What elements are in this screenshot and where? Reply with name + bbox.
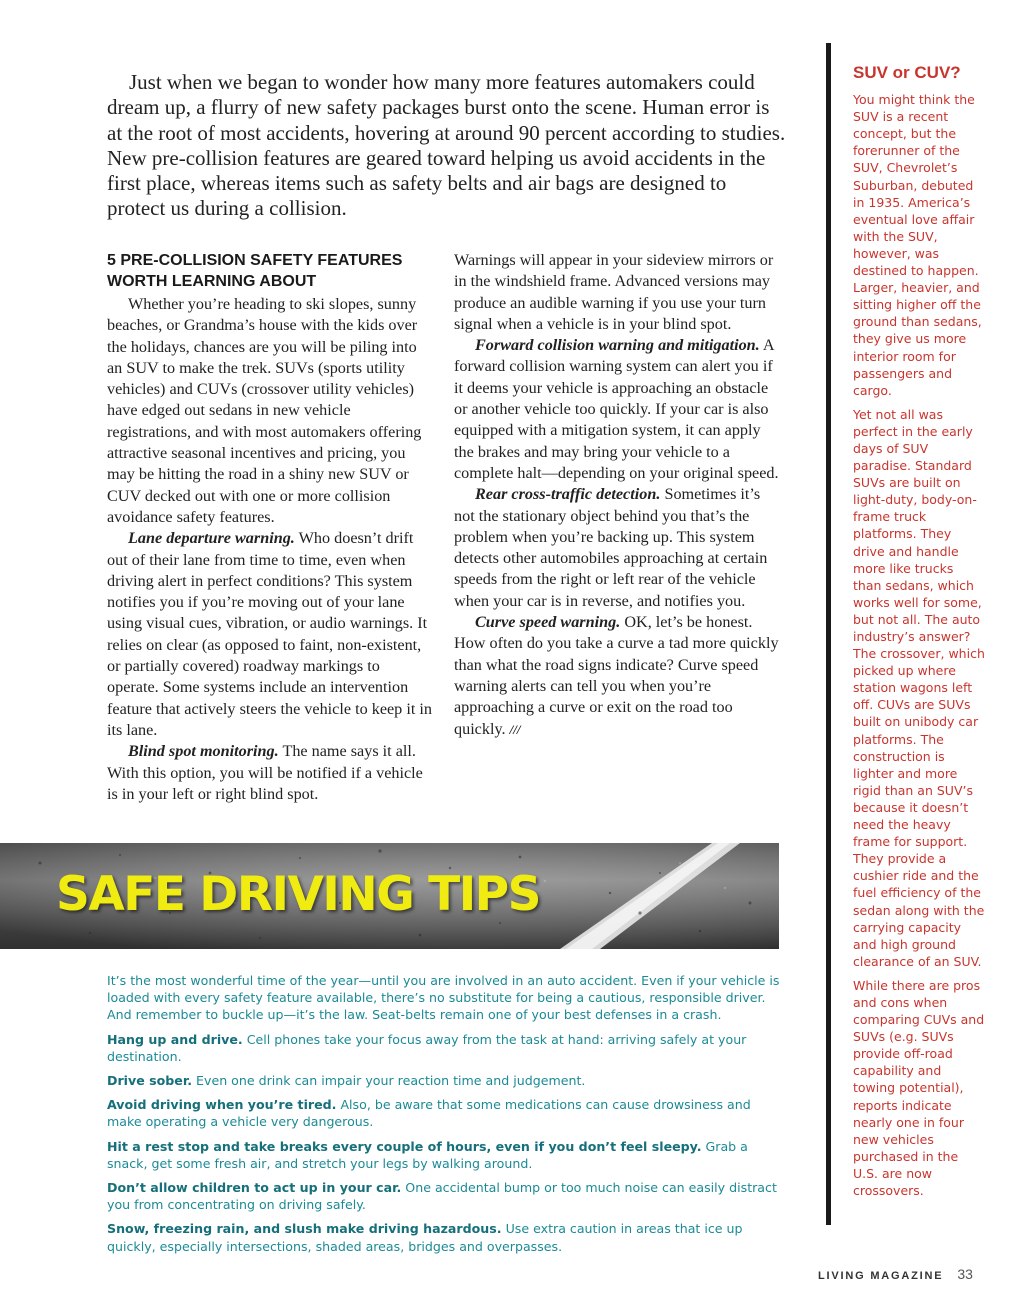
- sidebar-paragraph-2: Yet not all was perfect in the early days of SUV paradise. Standard SUVs are built on light-duty, body-on-frame truck platforms. They drive and handle more like trucks than sedans, which works well for some, but not all. The auto industry’s answer? The crossover, which picked up where station wagons left off. CUVs are SUVs built on unibody car platforms. The construction is lighter and more rigid than an SUV’s because it doesn’t need the heavy frame for support. They provide a cushier ride and the fuel efficiency of the sedan along with the carrying capacity and high ground clearance of an SUV.: [853, 406, 985, 969]
- forward-collision-paragraph: [454, 335, 779, 484]
- lane-departure-lead: Lane departure warning.: [128, 529, 295, 548]
- article-column-right: [454, 250, 779, 740]
- tip-lead: Drive sober.: [107, 1073, 193, 1089]
- sidebar-divider: [826, 43, 831, 1225]
- tip-text: Also, be aware that some medications can cause drowsiness and make operating a vehicle very dangerous.: [107, 1097, 751, 1130]
- page-footer: [818, 1266, 973, 1284]
- lane-departure-text: Who doesn’t drift out of their lane from time to time, even when driving alert in perfect conditions? This system notifies you if you’re moving out of your lane using visual cues, vibration, or audio warnings. It relies on clear (as opposed to faint, non-existent, or partially covered) roadway markings to operate. Some systems include an intervention feature that actively steers the vehicle to keep it in its lane.: [107, 529, 432, 739]
- tip-lead: Don’t allow children to act up in your car.: [107, 1180, 402, 1196]
- tip-item: [107, 1220, 787, 1254]
- page-number: 33: [957, 1266, 973, 1282]
- article-column-left: [107, 250, 432, 805]
- intro-paragraph: Just when we began to wonder how many more features automakers could dream up, a flurry of new safety packages burst onto the scene. Human error is at the root of most accidents, hovering at around 90 percent according to studies. New pre-collision features are geared toward helping us avoid accidents in the first place, whereas items such as safety belts and air bags are designed to protect us during a collision.: [107, 70, 786, 221]
- tip-text: Cell phones take your focus away from the task at hand: arriving safely at your destination.: [107, 1031, 747, 1064]
- tip-text: Use extra caution in areas that ice up quickly, especially intersections, shaded areas, bridges and overpasses.: [107, 1221, 743, 1254]
- banner-title: SAFE DRIVING TIPS: [56, 867, 540, 922]
- tip-text: Grab a snack, get some fresh air, and stretch your legs by walking around.: [107, 1138, 748, 1171]
- rear-cross-traffic-text: Sometimes it’s not the stationary object behind you that’s the problem when you’re backing up. This system detects other automobiles approaching at certain speeds from the right or left rear of the vehicle when your car is in reverse, and notifies you.: [454, 485, 768, 610]
- tips-intro: It’s the most wonderful time of the year—until you are involved in an auto accident. Even if your vehicle is loaded with every safety feature available, there’s no substitute for being a cautious, responsible driver. And remember to buckle up—it’s the law. Seat-belts remain one of your best defenses in a crash.: [107, 973, 780, 1023]
- tip-lead: Hit a rest stop and take breaks every couple of hours, even if you don’t feel sleepy.: [107, 1138, 702, 1154]
- safe-driving-banner: [0, 843, 779, 949]
- tip-item: [107, 1179, 787, 1213]
- tip-lead: Avoid driving when you’re tired.: [107, 1097, 337, 1113]
- tip-lead: Hang up and drive.: [107, 1031, 243, 1047]
- sidebar-title: SUV or CUV?: [853, 63, 961, 82]
- tip-item: [107, 1096, 787, 1130]
- lane-departure-paragraph: [107, 528, 432, 741]
- curve-speed-paragraph: [454, 612, 779, 740]
- tips-section: [107, 972, 787, 1262]
- sidebar-paragraph-3: While there are pros and cons when comparing CUVs and SUVs (e.g. SUVs provide off-road capability and towing potential), reports indicate nearly one in four new vehicles purchased in the U.S. are now crossovers.: [853, 977, 985, 1198]
- forward-collision-lead: Forward collision warning and mitigation.: [475, 336, 760, 355]
- rear-cross-traffic-lead: Rear cross-traffic detection.: [475, 485, 661, 504]
- article-heading: 5 PRE-COLLISION SAFETY FEATURES WORTH LEARNING ABOUT: [107, 252, 403, 290]
- tip-item: [107, 1138, 787, 1172]
- article-paragraph: Whether you’re heading to ski slopes, sunny beaches, or Grandma’s house with the kids over the holidays, chances are you will be piling into an SUV to make the trek. SUVs (sports utility vehicles) and CUVs (crossover utility vehicles) have edged out sedans in new vehicle registrations, and with most automakers offering attractive seasonal incentives and pricing, you may be hitting the road in a shiny new SUV or CUV decked out with one or more collision avoidance safety features.: [107, 295, 422, 526]
- rear-cross-traffic-paragraph: [454, 484, 779, 612]
- tip-lead: Snow, freezing rain, and slush make driving hazardous.: [107, 1221, 502, 1237]
- curve-speed-lead: Curve speed warning.: [475, 613, 621, 632]
- blind-spot-paragraph: [107, 741, 432, 805]
- tip-text: One accidental bump or too much noise can easily distract you from concentrating on driving safely.: [107, 1180, 777, 1213]
- magazine-name: LIVING MAGAZINE: [818, 1270, 944, 1282]
- tip-item: [107, 1031, 787, 1065]
- curve-speed-text: OK, let’s be honest. How often do you take a curve a tad more quickly than what the road signs indicate? Curve speed warning alerts can tell you when you’re approaching a curve or exit on the road too quickly.: [454, 613, 779, 738]
- tip-item: [107, 1072, 787, 1089]
- blind-spot-lead: Blind spot monitoring.: [128, 742, 279, 761]
- blind-spot-continued: Warnings will appear in your sideview mirrors or in the windshield frame. Advanced versions may produce an audible warning if you use your turn signal when a vehicle is in your blind spot.: [454, 251, 774, 333]
- end-mark: ///: [509, 721, 521, 737]
- sidebar: [853, 64, 985, 1206]
- tip-text: Even one drink can impair your reaction time and judgement.: [192, 1073, 586, 1089]
- blind-spot-text: The name says it all. With this option, you will be notified if a vehicle is in your left or right blind spot.: [107, 742, 423, 803]
- sidebar-paragraph-1: You might think the SUV is a recent concept, but the forerunner of the SUV, Chevrolet’s Suburban, debuted in 1935. America’s eventual love affair with the SUV, however, was destined to happen. Larger, heavier, and sitting higher off the ground than sedans, they give us more interior room for passengers and cargo.: [853, 92, 982, 398]
- forward-collision-text: A forward collision warning system can alert you if it deems your vehicle is approaching an obstacle or another vehicle too quickly. If your car is also equipped with a mitigation system, it can apply the brakes and may bring your vehicle to a complete halt—depending on your original speed.: [454, 336, 779, 482]
